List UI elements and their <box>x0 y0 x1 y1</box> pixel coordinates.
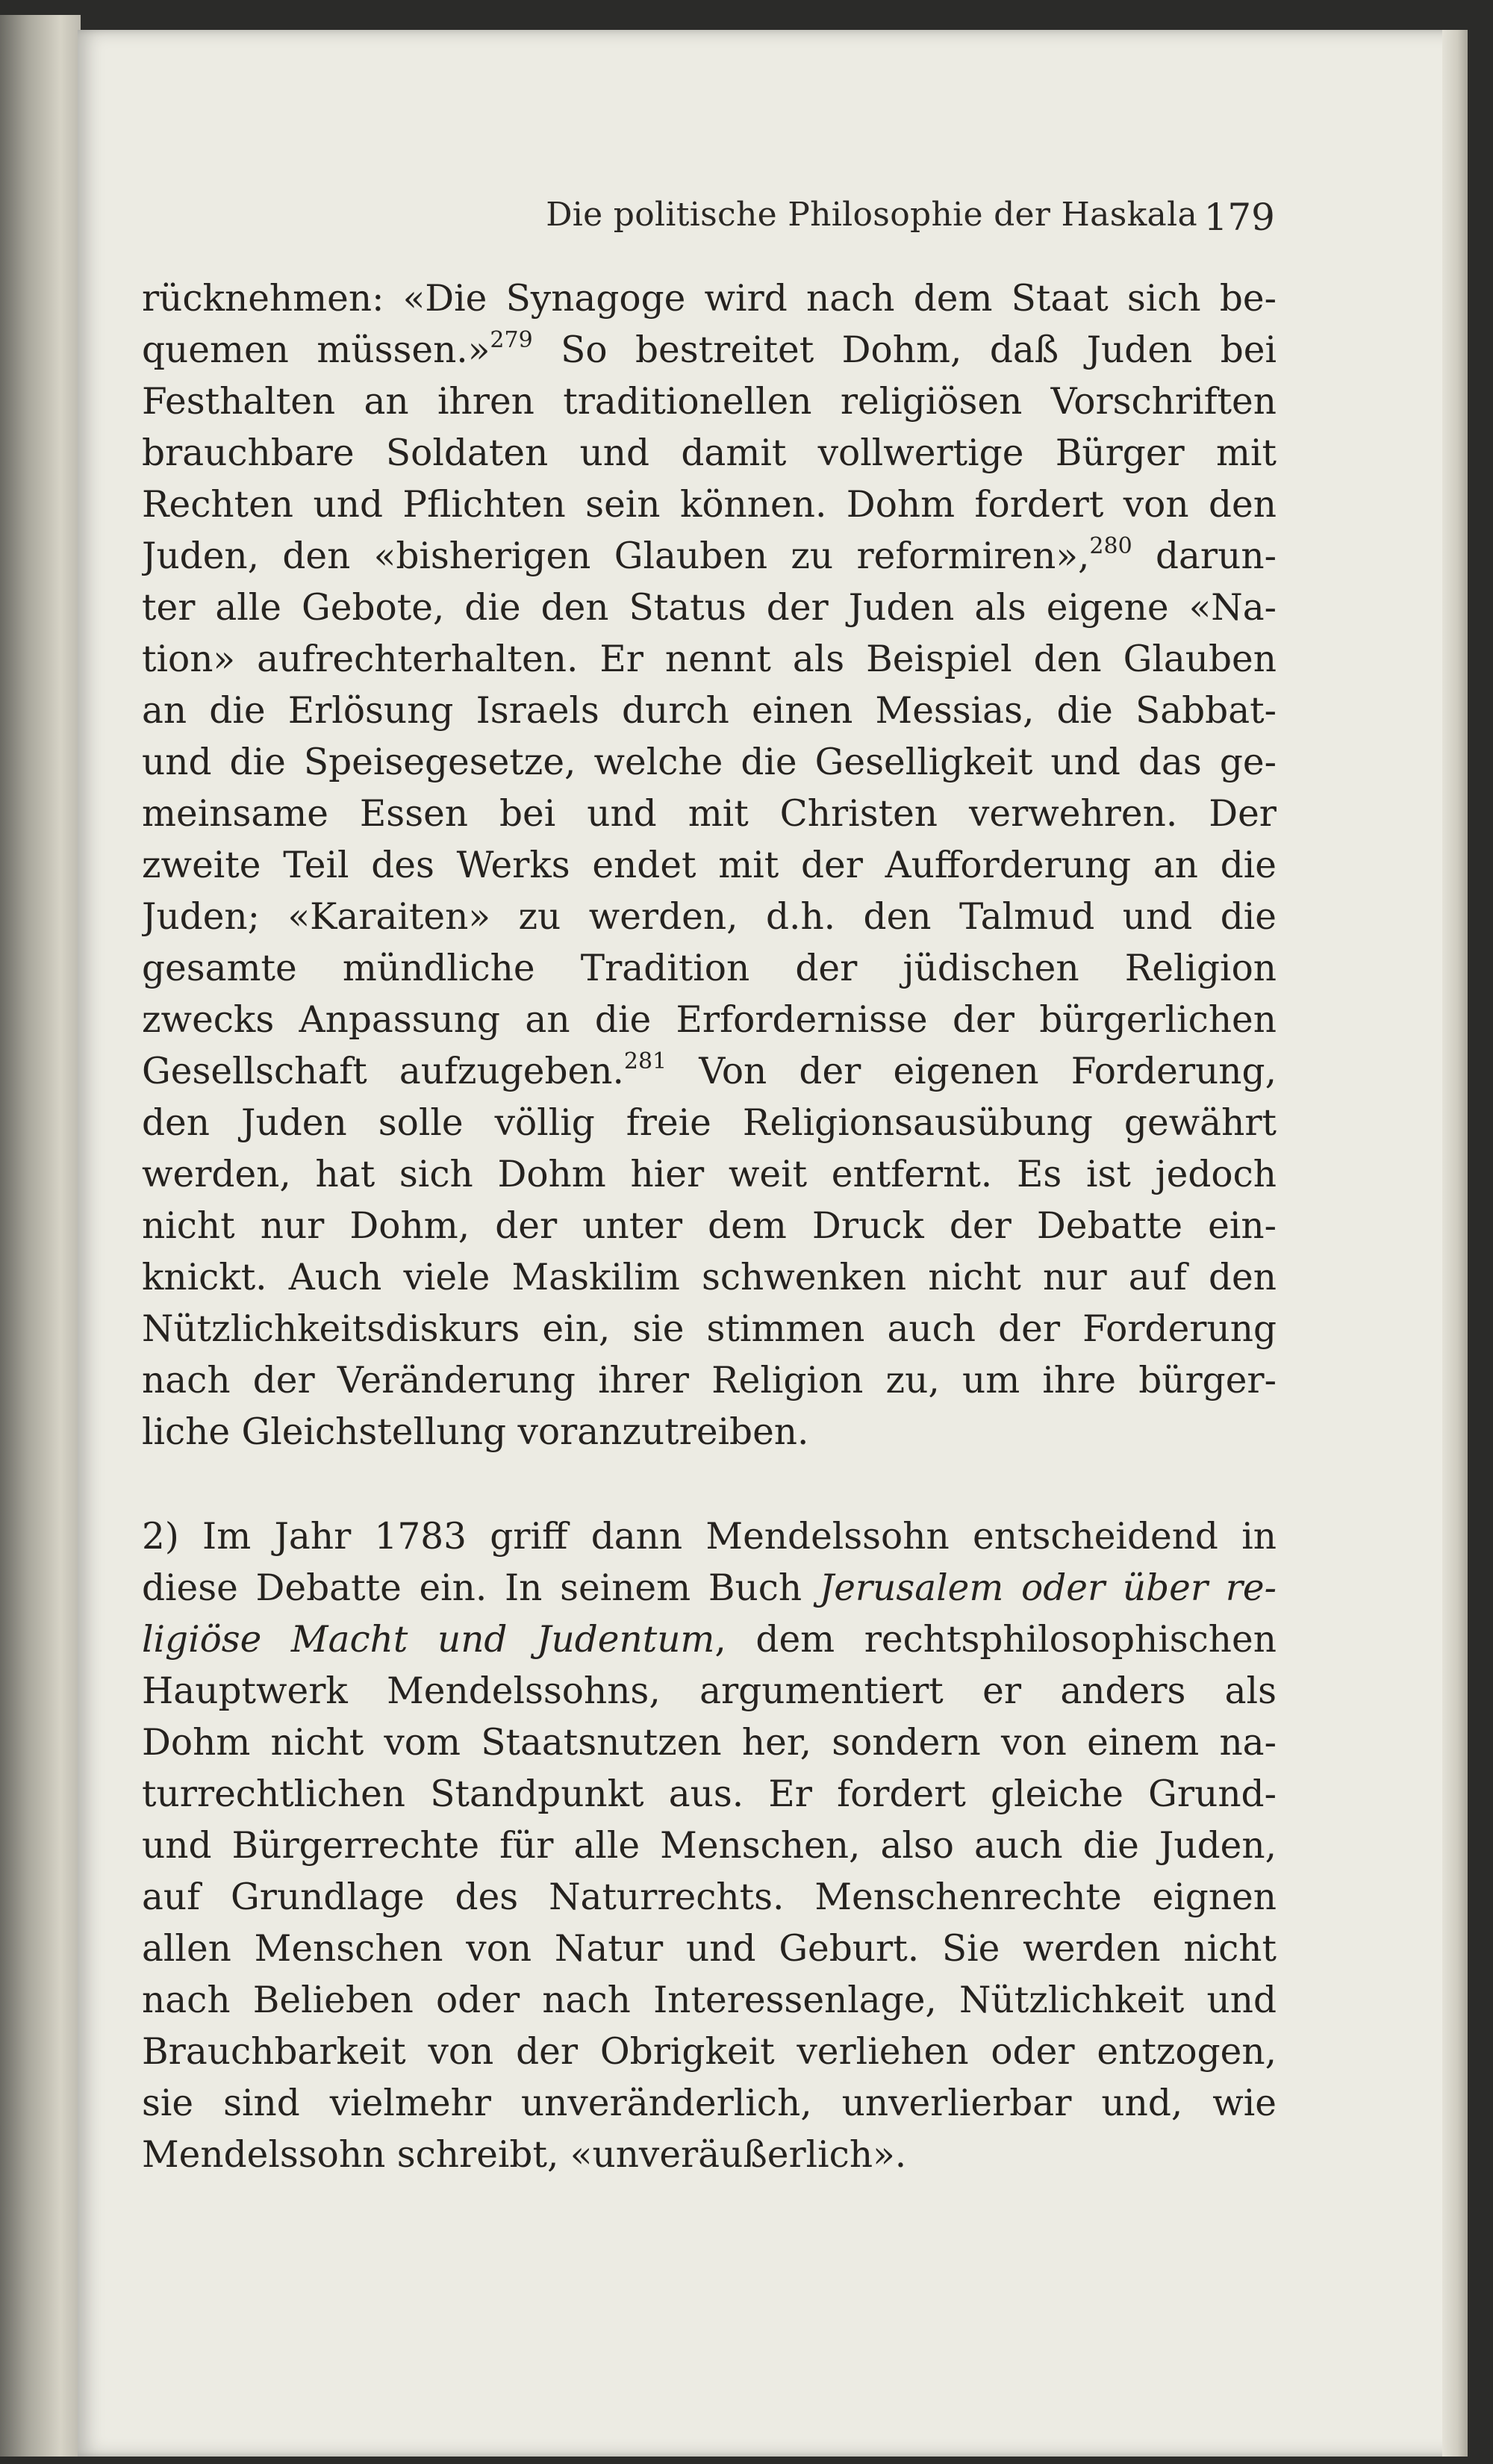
book-page <box>78 30 1468 2457</box>
text-line-span: ter alle Gebote, die den Status der Juden als eigene «Na- <box>142 587 1277 629</box>
text-line-span: werden, hat sich Dohm hier weit entfernt. Es ist jedoch <box>142 1154 1277 1195</box>
text-line <box>142 1872 1277 1923</box>
text-line <box>142 1098 1277 1149</box>
text-line <box>142 1407 1277 1458</box>
book-title-italic: ligiöse Macht und Judentum <box>142 1619 715 1661</box>
text-line <box>142 325 1277 376</box>
text-line <box>142 634 1277 685</box>
text-line-span: nach der Veränderung ihrer Religion zu, um ihre bürger- <box>142 1360 1277 1401</box>
text-line-span: sie sind vielmehr unveränderlich, unverlierbar und, wie <box>142 2082 1277 2124</box>
text-line-span: zweite Teil des Werks endet mit der Aufforderung an die <box>142 844 1277 886</box>
text-line-span: liche Gleichstellung voranzutreiben. <box>142 1411 809 1453</box>
text-line <box>142 737 1277 788</box>
text-line <box>142 1304 1277 1355</box>
text-line <box>142 1717 1277 1769</box>
text-line-span: Nützlichkeitsdiskurs ein, sie stimmen auch der Forderung <box>142 1308 1277 1350</box>
text-line <box>142 943 1277 995</box>
text-line <box>142 1820 1277 1872</box>
text-line <box>142 479 1277 531</box>
text-line-span: den Juden solle völlig freie Religionsausübung gewährt <box>142 1102 1277 1144</box>
text-line <box>142 428 1277 479</box>
text-line <box>142 2026 1277 2078</box>
text-line-span: Juden; «Karaiten» zu werden, d.h. den Talmud und die <box>142 896 1277 938</box>
text-line-span: diese Debatte ein. In seinem Buch <box>142 1567 820 1609</box>
text-line-span: quemen müssen.» <box>142 329 490 371</box>
text-line <box>142 840 1277 892</box>
text-line <box>142 1923 1277 1975</box>
text-line <box>142 892 1277 943</box>
text-line <box>142 1201 1277 1252</box>
text-line <box>142 1769 1277 1820</box>
text-line-span: 2) Im Jahr 1783 griff dann Mendelssohn entscheidend in <box>142 1516 1277 1558</box>
text-line-span: nicht nur Dohm, der unter dem Druck der Debatte ein- <box>142 1205 1277 1247</box>
text-line-span: Rechten und Pflichten sein können. Dohm fordert von den <box>142 484 1277 526</box>
text-line <box>142 582 1277 634</box>
text-line <box>142 273 1277 325</box>
text-line <box>142 531 1277 582</box>
text-line-span: und die Speisegesetze, welche die Geselligkeit und das ge- <box>142 741 1277 783</box>
text-line <box>142 1355 1277 1407</box>
text-line-span: Brauchbarkeit von der Obrigkeit verliehen oder entzogen, <box>142 2031 1277 2073</box>
text-line <box>142 1614 1277 1666</box>
text-line-span: brauchbare Soldaten und damit vollwertige Bürger mit <box>142 432 1277 474</box>
text-line <box>142 1563 1277 1614</box>
text-line <box>142 685 1277 737</box>
footnote-marker: 279 <box>490 327 533 353</box>
text-line-span: Mendelssohn schreibt, «unveräußerlich». <box>142 2134 907 2176</box>
text-line-span: , dem rechtsphilosophischen <box>714 1619 1277 1661</box>
text-line-span: und Bürgerrechte für alle Menschen, also auch die Juden, <box>142 1825 1277 1867</box>
text-line-span: So bestreitet Dohm, daß Juden bei <box>532 329 1277 371</box>
paragraph-gap <box>142 1458 1277 1511</box>
text-line <box>142 1252 1277 1304</box>
text-line-span: an die Erlösung Israels durch einen Messias, die Sabbat- <box>142 690 1277 732</box>
text-line-span: Juden, den «bisherigen Glauben zu reformiren», <box>142 535 1090 577</box>
text-line-span: Hauptwerk Mendelssohns, argumentiert er anders als <box>142 1670 1277 1712</box>
book-title-italic: Jerusalem oder über re- <box>819 1567 1277 1609</box>
body-text <box>142 273 1277 2181</box>
running-head: Die politische Philosophie der Haskala <box>546 196 1197 234</box>
text-line <box>142 376 1277 428</box>
text-line <box>142 1975 1277 2026</box>
text-line <box>142 2078 1277 2129</box>
text-line-span: zwecks Anpassung an die Erfordernisse der bürgerlichen <box>142 999 1277 1041</box>
text-line-span: auf Grundlage des Naturrechts. Menschenrechte eignen <box>142 1876 1277 1918</box>
text-line <box>142 995 1277 1046</box>
text-line-span: turrechtlichen Standpunkt aus. Er fordert gleiche Grund- <box>142 1773 1277 1815</box>
previous-page-edge <box>0 15 81 2457</box>
text-line-span: Von der eigenen Forderung, <box>667 1051 1277 1092</box>
text-line-span: rücknehmen: «Die Synagoge wird nach dem Staat sich be- <box>142 278 1277 320</box>
text-line <box>142 1511 1277 1563</box>
text-line-span: meinsame Essen bei und mit Christen verwehren. Der <box>142 793 1277 835</box>
text-line-span: nach Belieben oder nach Interessenlage, Nützlichkeit und <box>142 1979 1277 2021</box>
text-line-span: Dohm nicht vom Staatsnutzen her, sondern von einem na- <box>142 1722 1277 1764</box>
text-line <box>142 1666 1277 1717</box>
text-line-span: knickt. Auch viele Maskilim schwenken nicht nur auf den <box>142 1257 1277 1298</box>
text-line <box>142 2129 1277 2181</box>
text-line <box>142 1149 1277 1201</box>
page-number: 179 <box>1203 196 1275 239</box>
text-line <box>142 788 1277 840</box>
text-line-span: tion» aufrechterhalten. Er nennt als Beispiel den Glauben <box>142 638 1277 680</box>
footnote-marker: 281 <box>623 1048 667 1074</box>
text-line-span: allen Menschen von Natur und Geburt. Sie werden nicht <box>142 1928 1277 1970</box>
paragraph-1 <box>142 273 1277 1458</box>
footnote-marker: 280 <box>1089 533 1132 559</box>
text-line-span: Gesellschaft aufzugeben. <box>142 1051 624 1092</box>
text-line-span: gesamte mündliche Tradition der jüdischen Religion <box>142 948 1277 989</box>
page-edge-shadow <box>1442 30 1468 2457</box>
paragraph-2 <box>142 1511 1277 2181</box>
text-line-span: darun- <box>1132 535 1277 577</box>
text-line-span: Festhalten an ihren traditionellen religiösen Vorschriften <box>142 381 1277 423</box>
text-line <box>142 1046 1277 1098</box>
